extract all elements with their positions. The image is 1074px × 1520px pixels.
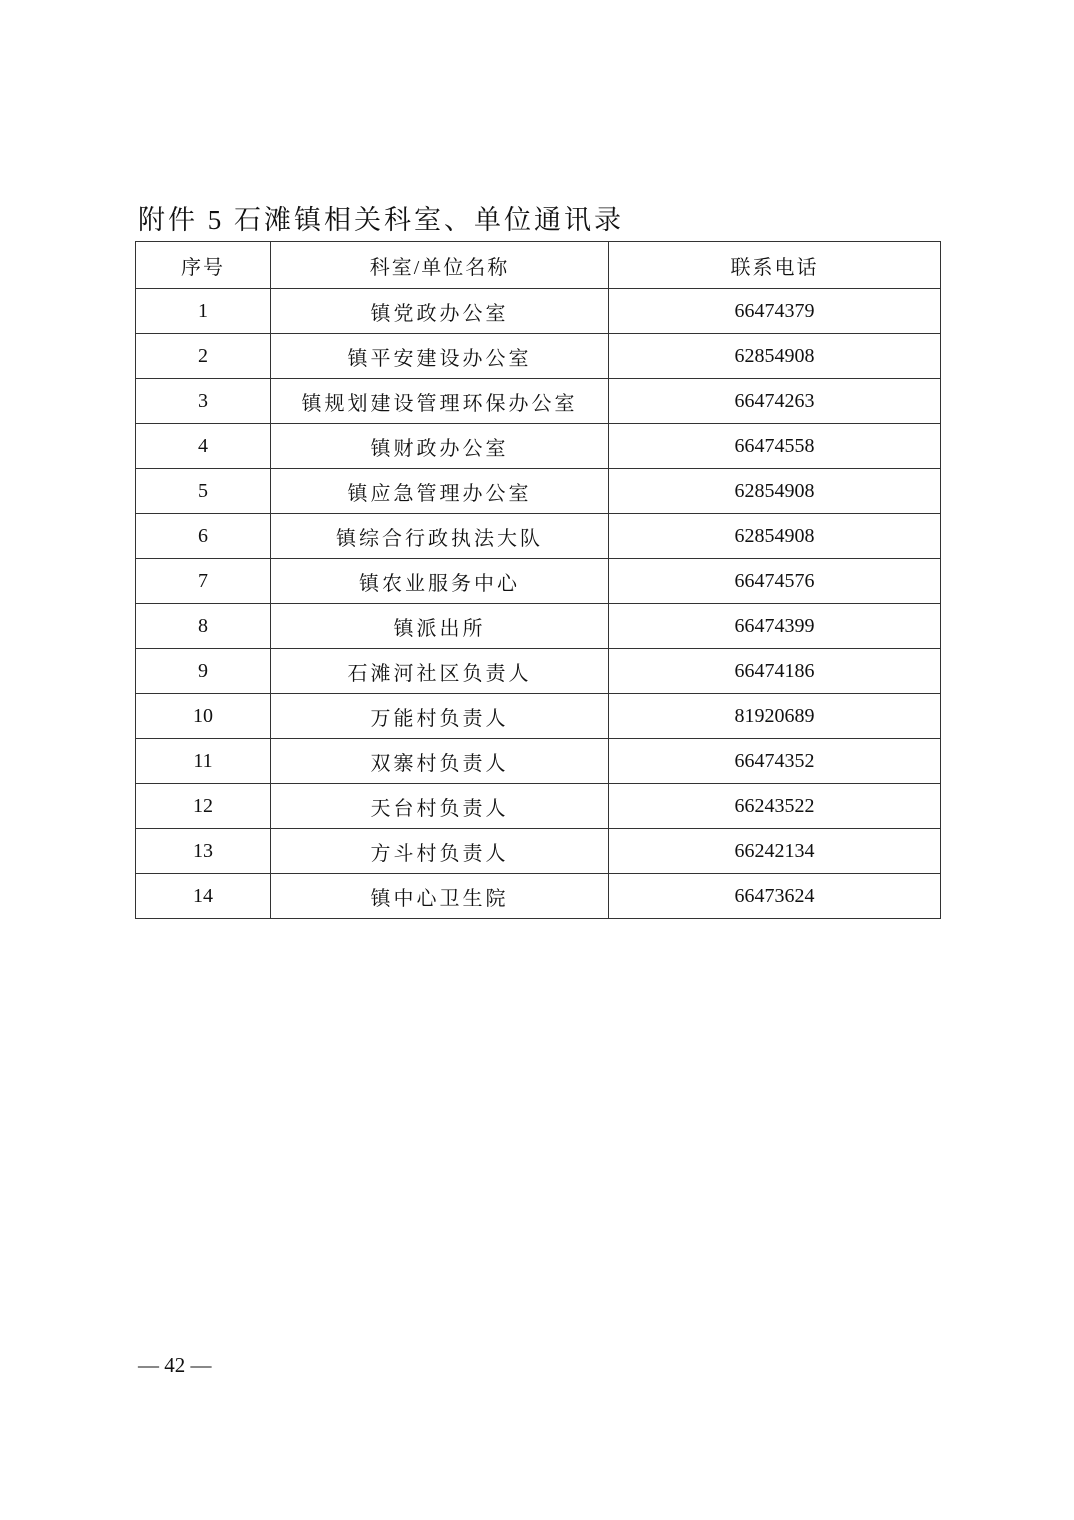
row-phone: 66474399 xyxy=(609,604,941,649)
table-row xyxy=(136,874,941,919)
document-title: 附件 5 石滩镇相关科室、单位通讯录 xyxy=(138,205,624,235)
page-number: — 42 — xyxy=(138,1353,212,1377)
row-phone: 62854908 xyxy=(609,334,941,379)
table-row xyxy=(136,469,941,514)
table-row xyxy=(136,784,941,829)
row-number: 12 xyxy=(136,784,271,829)
row-phone: 81920689 xyxy=(609,694,941,739)
row-unit-name: 镇农业服务中心 xyxy=(271,559,609,604)
table-row xyxy=(136,739,941,784)
table-row xyxy=(136,424,941,469)
header-phone: 联系电话 xyxy=(609,242,941,289)
row-unit-name: 镇平安建设办公室 xyxy=(271,334,609,379)
table-row xyxy=(136,604,941,649)
row-number: 9 xyxy=(136,649,271,694)
row-number: 2 xyxy=(136,334,271,379)
row-number: 13 xyxy=(136,829,271,874)
row-phone: 66242134 xyxy=(609,829,941,874)
row-phone: 66474186 xyxy=(609,649,941,694)
table-row xyxy=(136,829,941,874)
table-row xyxy=(136,694,941,739)
row-unit-name: 镇派出所 xyxy=(271,604,609,649)
row-number: 11 xyxy=(136,739,271,784)
row-unit-name: 镇党政办公室 xyxy=(271,289,609,334)
row-phone: 66473624 xyxy=(609,874,941,919)
row-unit-name: 镇综合行政执法大队 xyxy=(271,514,609,559)
row-phone: 66474576 xyxy=(609,559,941,604)
row-number: 4 xyxy=(136,424,271,469)
row-unit-name: 天台村负责人 xyxy=(271,784,609,829)
row-phone: 62854908 xyxy=(609,514,941,559)
row-unit-name: 双寨村负责人 xyxy=(271,739,609,784)
row-number: 8 xyxy=(136,604,271,649)
table-header-row xyxy=(136,242,941,289)
table-row xyxy=(136,289,941,334)
table-row xyxy=(136,649,941,694)
row-unit-name: 镇规划建设管理环保办公室 xyxy=(271,379,609,424)
row-phone: 62854908 xyxy=(609,469,941,514)
row-unit-name: 石滩河社区负责人 xyxy=(271,649,609,694)
row-number: 5 xyxy=(136,469,271,514)
table-row xyxy=(136,379,941,424)
table-row xyxy=(136,514,941,559)
table-row xyxy=(136,334,941,379)
row-unit-name: 镇财政办公室 xyxy=(271,424,609,469)
row-phone: 66474352 xyxy=(609,739,941,784)
row-number: 1 xyxy=(136,289,271,334)
row-number: 10 xyxy=(136,694,271,739)
table-row xyxy=(136,559,941,604)
row-phone: 66243522 xyxy=(609,784,941,829)
row-number: 7 xyxy=(136,559,271,604)
row-phone: 66474379 xyxy=(609,289,941,334)
row-number: 3 xyxy=(136,379,271,424)
row-phone: 66474263 xyxy=(609,379,941,424)
header-serial-number: 序号 xyxy=(136,242,271,289)
row-number: 14 xyxy=(136,874,271,919)
row-unit-name: 万能村负责人 xyxy=(271,694,609,739)
contact-directory-table xyxy=(135,241,941,919)
row-unit-name: 方斗村负责人 xyxy=(271,829,609,874)
header-unit-name: 科室/单位名称 xyxy=(271,242,609,289)
row-phone: 66474558 xyxy=(609,424,941,469)
row-unit-name: 镇中心卫生院 xyxy=(271,874,609,919)
row-number: 6 xyxy=(136,514,271,559)
row-unit-name: 镇应急管理办公室 xyxy=(271,469,609,514)
